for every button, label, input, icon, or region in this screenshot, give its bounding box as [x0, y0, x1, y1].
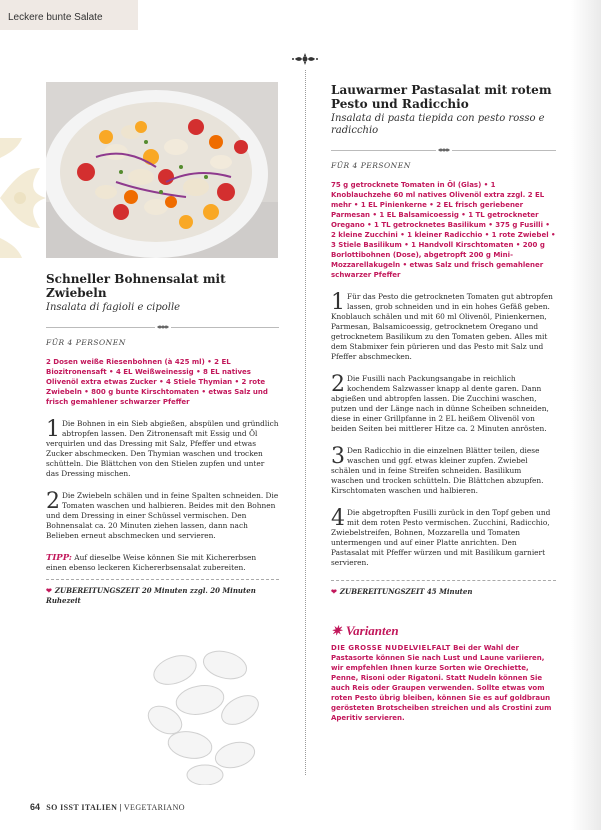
heart-icon: ❤	[331, 587, 337, 596]
step-number: 2	[46, 489, 60, 514]
separator	[331, 145, 556, 155]
section-header: Leckere bunte Salate	[8, 12, 103, 23]
step	[331, 292, 556, 362]
page-footer	[30, 802, 185, 812]
step	[46, 491, 279, 541]
servings: FÜR 4 PERSONEN	[331, 161, 411, 170]
recipe-subtitle: Insalata di fagioli e cipolle	[46, 302, 181, 313]
background-ornament-icon	[0, 138, 46, 258]
ingredients: 2 Dosen weiße Riesenbohnen (à 425 ml) • 2 EL Biozitronensaft • 4 EL Weißweinessig • 8 EL natives Olivenöl extra etwas Zucker • 4 Stiele Thymian • 2 rote Zwiebeln • 800 g bunte Kirschtomaten • etwas Salz und frisch gemahlener schwarzer Pfeffer	[46, 358, 268, 406]
step-text: Die abgetropften Fusilli zurück in den Topf geben und mit dem roten Pesto vermischen. Zucchini, Radicchio, Zwiebelstreifen, Bohnen, Mozzarella und Tomaten untermengen und auf einer Platte anrichten. Den Pastasalat mit Pfeffer würzen und mit Basilikum garniert servieren.	[331, 508, 551, 567]
left-recipe	[46, 272, 279, 606]
top-ornament-icon	[292, 52, 318, 66]
step-text: Für das Pesto die getrockneten Tomaten gut abtropfen lassen, grob schneiden und in ein hohes Gefäß geben. Knoblauch schälen und mit 60 ml Olivenöl, Pinienkernen, Parmesan, Balsamicoessig, getrocknetem Oregano und getrocknetem Basilikum zu den Tomaten geben. Alles mit dem Stabmixer fein pürieren und das Pesto mit Salz und Pfeffer abschmecken.	[331, 292, 553, 361]
recipe-title: Lauwarmer Pastasalat mit rotem Pesto und Radicchio	[331, 83, 552, 111]
tip-text: Auf dieselbe Weise können Sie mit Kichererbsen einen ebenso leckeren Kichererbsensalat zubereiten.	[46, 553, 257, 572]
beans-illustration-icon	[145, 645, 265, 785]
step-text: Die Bohnen in ein Sieb abgießen, abspülen und gründlich abtropfen lassen. Den Zitronensaft mit Essig und Öl verquirlen und das Dressing mit Salz, Pfeffer und etwas Zucker abschmecken. Den Thymian waschen und trocken schütteln. Die Blättchen von den Stielen zupfen und unter das Dressing mischen.	[46, 419, 279, 478]
tip	[46, 553, 279, 573]
step	[331, 508, 556, 568]
dashed-divider	[46, 579, 279, 580]
recipe-title: Schneller Bohnensalat mit Zwiebeln	[46, 272, 226, 300]
step	[46, 419, 279, 479]
servings: FÜR 4 PERSONEN	[46, 338, 126, 347]
footer-section: VEGETARIANO	[123, 803, 185, 812]
sparkle-icon: ✷	[331, 623, 342, 638]
page-gutter-shadow	[571, 0, 601, 830]
salad-bowl-icon	[46, 82, 278, 258]
step-text: Die Fusilli nach Packungsangabe in reichlich kochendem Salzwasser knapp al dente garen. Dann abgießen und abtropfen lassen. Die Zucchini waschen, putzen und der Länge nach in dünne Scheiben schneiden, diese in einer Grillpfanne in 2 EL heißem Olivenöl von beiden Seiten bei mittlerer Hitze ca. 2 Minuten anrösten.	[331, 374, 549, 433]
variants-text: Bei der Wahl der Pastasorte können Sie nach Lust und Laune variieren, wir empfehlen Ihnen kurze Sorten wie Orechiette, Penne, Risoni oder Rigatoni. Statt Nudeln können Sie auch Reis oder Graupen verwenden. Sollte etwas vom roten Pesto übrig bleiben, können Sie es auf goldbraun gerösteten Brotscheiben streichen und als Crostini zum Aperitiv servieren.	[331, 644, 552, 722]
prep-time	[46, 586, 279, 606]
prep-value: 45 Minuten	[426, 587, 473, 596]
prep-label: ZUBEREITUNGSZEIT	[54, 586, 140, 595]
column-divider	[305, 70, 306, 775]
variants-title: Varianten	[345, 623, 399, 638]
separator-ornament-icon	[436, 145, 452, 155]
separator-ornament-icon	[155, 322, 171, 332]
separator	[46, 322, 279, 332]
variants-body	[331, 643, 556, 723]
dashed-divider	[331, 580, 556, 581]
step-text: Die Zwiebeln schälen und in feine Spalten schneiden. Die Tomaten waschen und halbieren. Beides mit den Bohnen und dem Dressing in einer Schüssel vermischen. Den Bohnensalat ca. 20 Minuten ziehen lassen, dann nach Belieben erneut abschmecken und servieren.	[46, 491, 279, 540]
step-number: 1	[46, 417, 60, 442]
variants-heading	[331, 623, 556, 639]
prep-time	[331, 587, 556, 597]
step-number: 4	[331, 506, 345, 531]
step	[331, 374, 556, 434]
right-recipe	[331, 83, 556, 723]
step	[331, 446, 556, 496]
step-number: 1	[331, 290, 345, 315]
prep-value: 20 Minuten zzgl. 20 Minuten Ruhezeit	[46, 586, 256, 605]
magazine-name: SO ISST ITALIEN	[46, 803, 118, 812]
footer-separator: |	[119, 803, 122, 812]
page-number: 64	[30, 802, 41, 812]
ingredients: 75 g getrocknete Tomaten in Öl (Glas) • 1 Knoblauchzehe 60 ml natives Olivenöl extra zzgl. 2 EL mehr • 1 EL Pinienkerne • 2 EL frisch geriebener Parmesan • 1 EL Balsamicoessig • 1 TL getrockneter Oregano • 1 TL getrocknetes Basilikum • 375 g Fusilli • 2 kleine Zucchini • 1 kleiner Radicchio • 1 rote Zwiebel • 3 Stiele Basilikum • 1 Handvoll Kirschtomaten • 200 g Borlottibohnen (Dose), abgetropft 200 g Mini-Mozzarellakugeln • etwas Salz und frisch gemahlener schwarzer Pfeffer	[331, 181, 556, 279]
step-number: 2	[331, 372, 345, 397]
heart-icon: ❤	[46, 586, 52, 595]
tip-label: TIPP:	[46, 553, 72, 563]
bean-salad-photo	[46, 82, 278, 258]
prep-label: ZUBEREITUNGSZEIT	[339, 587, 425, 596]
variants-lead: DIE GROSSE NUDELVIELFALT	[331, 644, 451, 652]
recipe-subtitle: Insalata di pasta tiepida con pesto rosso e radicchio	[331, 113, 545, 136]
step-text: Den Radicchio in die einzelnen Blätter teilen, diese waschen und ggf. etwas kleiner zupfen. Zwiebel schälen und in feine Streifen schneiden. Basilikum waschen und trocken schütteln. Die Blättchen abzupfen. Kirschtomaten waschen und halbieren.	[331, 446, 544, 495]
step-number: 3	[331, 444, 345, 469]
